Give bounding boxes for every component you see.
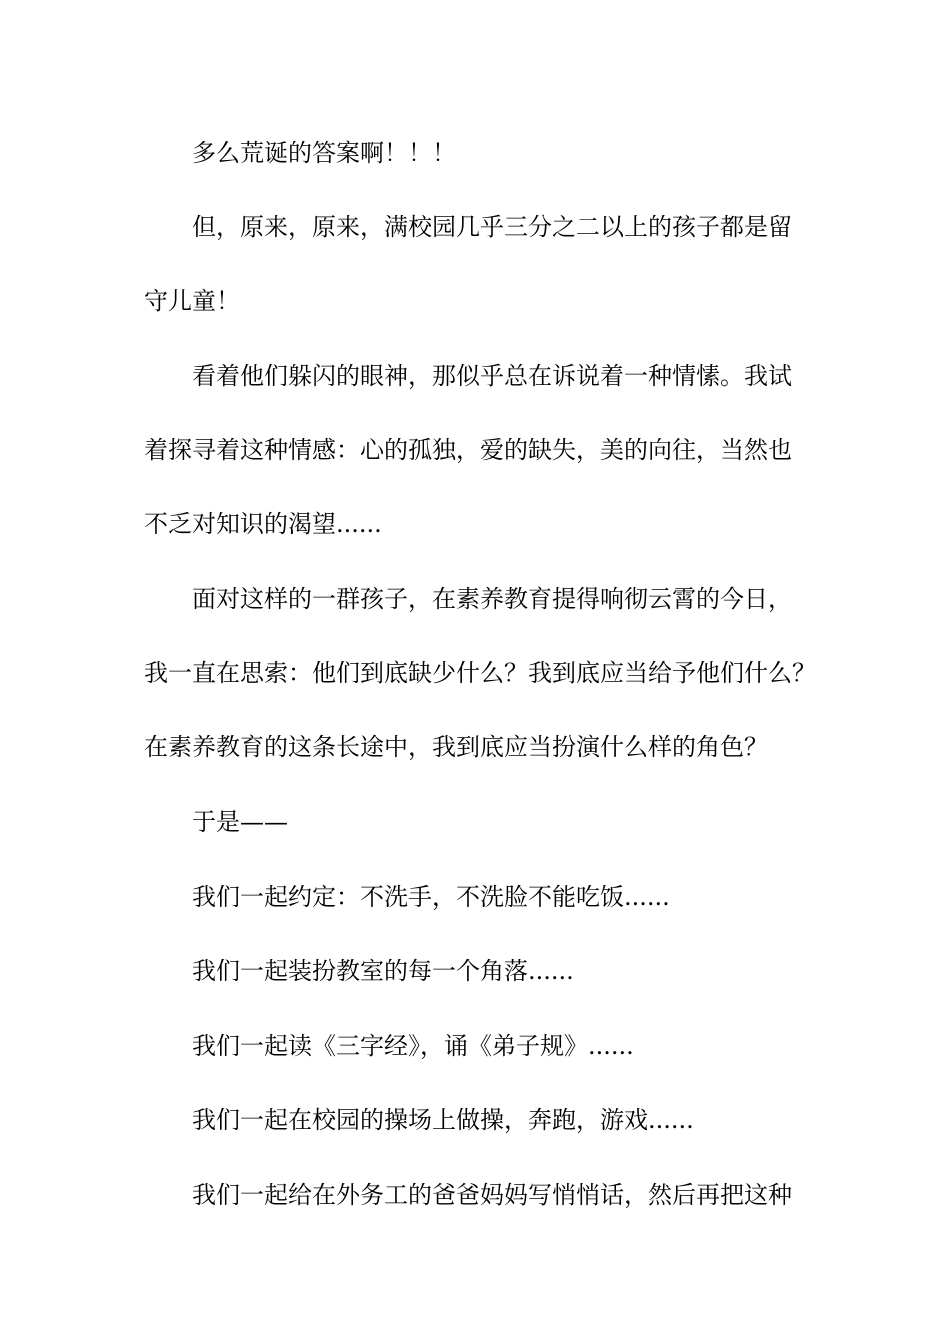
text-line: 在素养教育的这条长途中，我到底应当扮演什么样的角色？ [144,733,768,761]
text-line: 我们一起读《三字经》，诵《弟子规》...... [192,1032,634,1060]
text-line: 我一直在思索：他们到底缺少什么？我到底应当给予他们什么？ [144,659,816,687]
text-line: 我们一起给在外务工的爸爸妈妈写悄悄话，然后再把这种 [192,1181,792,1209]
text-line: 我们一起约定：不洗手，不洗脸不能吃饭...... [192,883,670,911]
text-line: 面对这样的一群孩子，在素养教育提得响彻云霄的今日， [192,585,792,613]
text-line: 但，原来，原来，满校园几乎三分之二以上的孩子都是留 [192,213,792,241]
text-line: 着探寻着这种情感：心的孤独，爱的缺失，美的向往，当然也 [144,436,792,464]
text-line: 不乏对知识的渴望...... [144,510,382,538]
text-line: 我们一起装扮教室的每一个角落...... [192,957,574,985]
text-line: 于是—— [192,808,288,836]
text-line: 守儿童！ [144,287,240,315]
text-line: 看着他们躲闪的眼神，那似乎总在诉说着一种情愫。我试 [192,362,792,390]
text-line: 我们一起在校园的操场上做操，奔跑，游戏...... [192,1106,694,1134]
text-line: 多么荒诞的答案啊！！！ [192,139,456,167]
